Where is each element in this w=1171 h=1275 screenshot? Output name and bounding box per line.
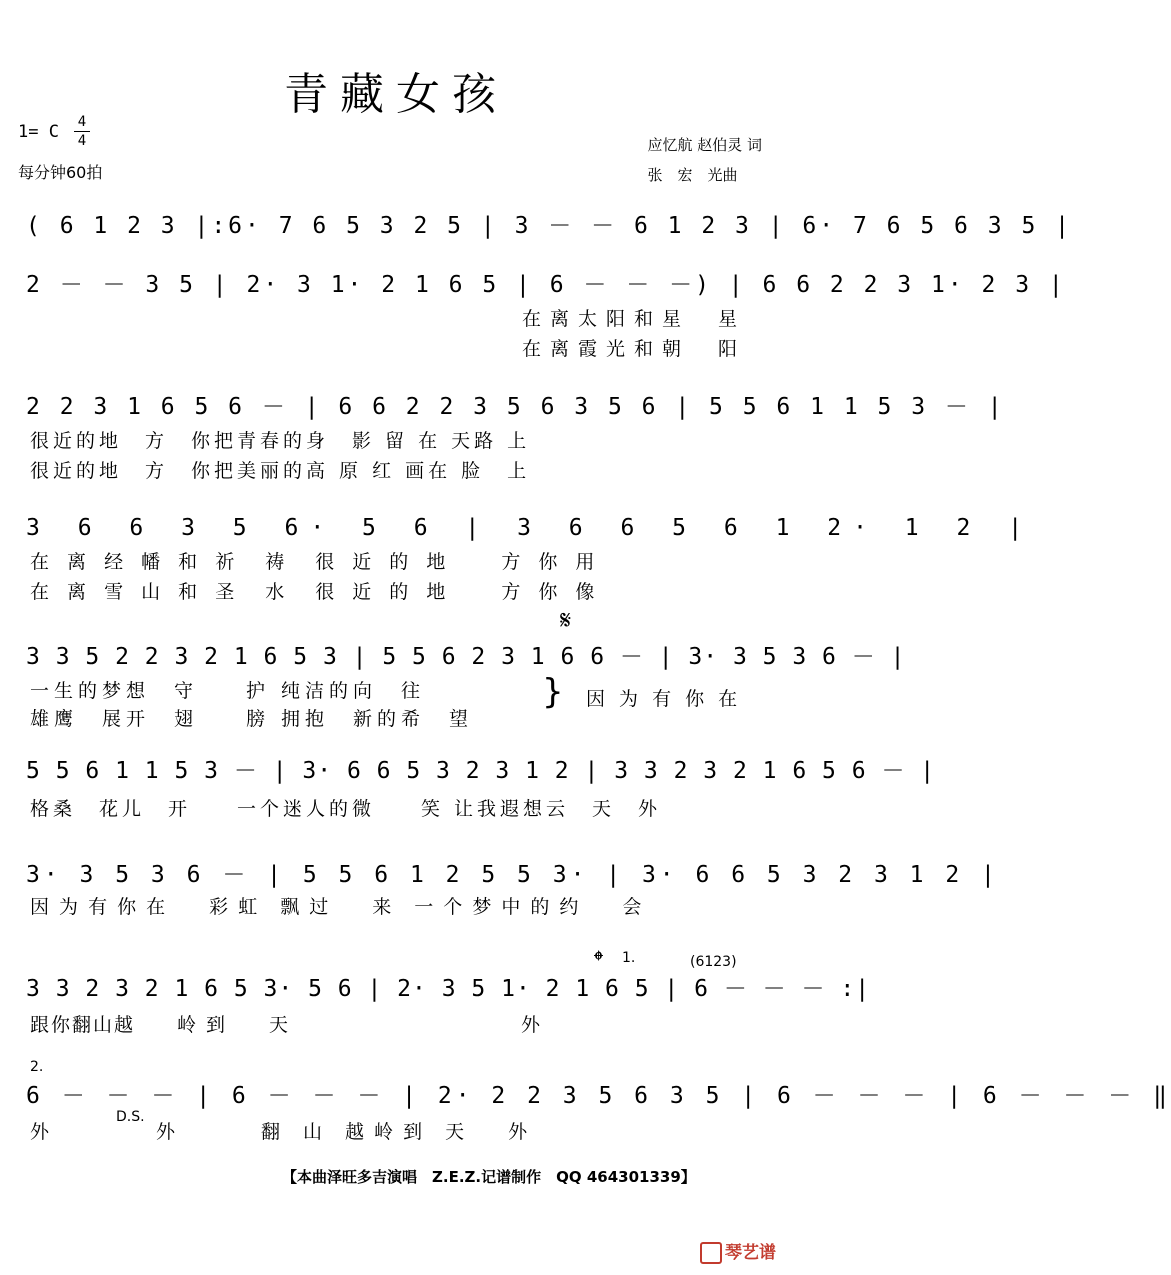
lyric-line-1: 在 离 经 幡 和 祈 祷 很 近 的 地 方 你 用: [30, 551, 601, 573]
lyric-line-1: 外 外 翻 山 越 岭 到 天 外: [30, 1121, 530, 1143]
logo-icon: [700, 1242, 722, 1264]
volta-1: 1.: [622, 950, 636, 966]
lyric-line-2: 在离霞光和朝 阳: [522, 338, 747, 360]
notation-line: 3 6 6 3 5 6· 5 6 | 3 6 6 5 6 1 2· 1 2 |: [26, 515, 1035, 541]
lyric-line-1: 一生的梦想 守 护 纯洁的向 往: [30, 680, 426, 702]
key-signature: 1= C: [18, 122, 59, 142]
credits: [647, 130, 762, 190]
lyric-line-1: 在离太阳和星 星: [522, 308, 747, 330]
coda-sign: 𝄌: [594, 946, 603, 976]
lyricist-credit: 应忆航 赵伯灵 词: [647, 136, 762, 154]
volta-2: 2.: [30, 1059, 44, 1075]
notation-line: 3 3 2 3 2 1 6 5 3· 5 6 | 2· 3 5 1· 2 1 6 5 | 6 － － － :|: [26, 976, 871, 1002]
notation-line: 2 2 3 1 6 5 6 － | 6 6 2 2 3 5 6 3 5 6 | 5 5 6 1 1 5 3 － |: [26, 394, 1005, 420]
notation-line: ( 6 1 2 3 |:6· 7 6 5 3 2 5 | 3 － － 6 1 2 3 | 6· 7 6 5 6 3 5 |: [26, 213, 1072, 239]
lyric-line-2: 雄鹰 展开 翅 膀 拥抱 新的希 望: [30, 708, 474, 730]
brace: }: [542, 672, 564, 712]
time-signature-bottom: 4: [77, 133, 87, 149]
footer-credit: 【本曲泽旺多吉演唱 Z.E.Z.记谱制作 QQ 464301339】: [282, 1168, 696, 1186]
lyric-line-2: 很近的地 方 你把美丽的高 原 红 画在 脸 上: [30, 460, 531, 482]
segno-sign: 𝄋: [560, 606, 572, 636]
ds-marking: D.S.: [116, 1109, 145, 1125]
site-logo: 琴艺谱: [700, 1238, 776, 1264]
time-signature-top: 4: [77, 114, 87, 130]
shared-lyric: 因 为 有 你 在: [586, 688, 742, 710]
lyric-line-1: 格桑 花儿 开 一个迷人的微 笑 让我遐想云 天 外: [30, 798, 662, 820]
notation-line: 3 3 5 2 2 3 2 1 6 5 3 | 5 5 6 2 3 1 6 6 － | 3· 3 5 3 6 － |: [26, 644, 906, 670]
lyric-line-1: 因 为 有 你 在 彩 虹 飘 过 来 一 个 梦 中 的 约 会: [30, 896, 644, 918]
song-title: 青藏女孩: [284, 69, 508, 120]
composer-credit: 张 宏 光曲: [647, 166, 738, 184]
volta-note: (6123): [690, 954, 737, 970]
notation-line: 5 5 6 1 1 5 3 － | 3· 6 6 5 3 2 3 1 2 | 3 3 2 3 2 1 6 5 6 － |: [26, 758, 936, 784]
lyric-line-2: 在 离 雪 山 和 圣 水 很 近 的 地 方 你 像: [30, 581, 601, 603]
lyric-line-1: 很近的地 方 你把青春的身 影 留 在 天路 上: [30, 430, 531, 452]
notation-line: 3· 3 5 3 6 － | 5 5 6 1 2 5 5 3· | 3· 6 6 5 3 2 3 1 2 |: [26, 862, 999, 888]
time-signature: [72, 114, 92, 149]
lyric-line-1: 跟你翻山越 岭 到 天 外: [30, 1014, 543, 1036]
notation-line: 2 － － 3 5 | 2· 3 1· 2 1 6 5 | 6 － － －) | 6 6 2 2 3 1· 2 3 |: [26, 272, 1066, 298]
tempo-marking: 每分钟60拍: [18, 163, 103, 182]
notation-line: 6 － － － | 6 － － － | 2· 2 2 3 5 6 3 5 | 6 － － － | 6 － － － ‖: [26, 1083, 1171, 1109]
